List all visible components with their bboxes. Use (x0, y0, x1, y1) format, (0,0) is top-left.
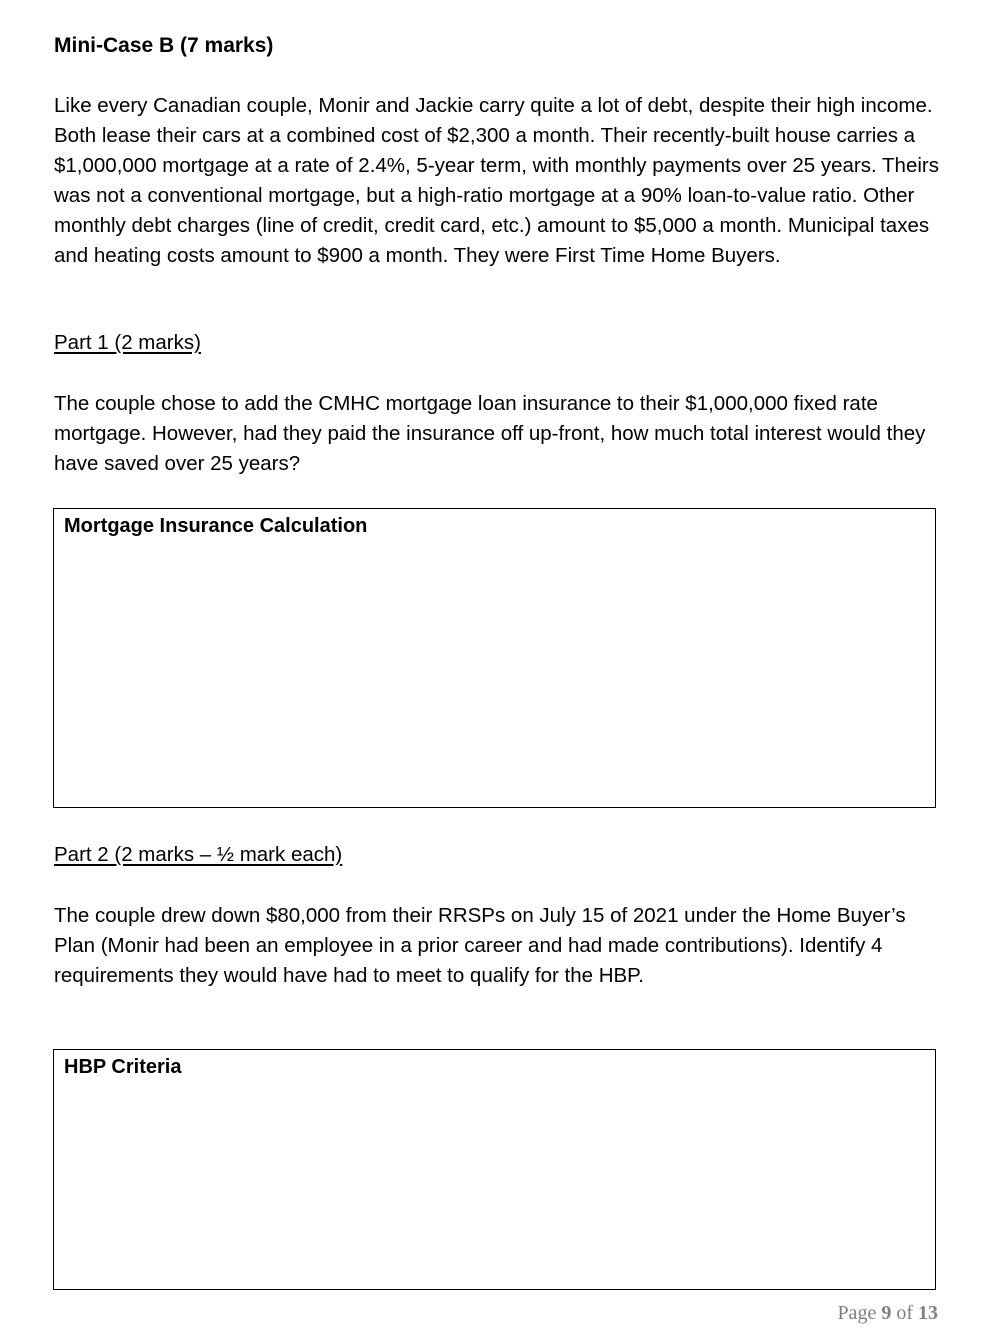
case-intro-paragraph: Like every Canadian couple, Monir and Jackie carry quite a lot of debt, despite their high income. Both lease their cars at a combined cost of $2,300 a month. Their recently-built house carries a $1,000,000 mortgage at a rate of 2.4%, 5-year term, with monthly payments over 25 years. Theirs was not a conventional mortgage, but a high-ratio mortgage at a 90% loan-to-value ratio. Other monthly debt charges (line of credit, credit card, etc.) amount to $5,000 a month. Municipal taxes and heating costs amount to $900 a month. They were First Time Home Buyers. (54, 94, 939, 267)
part1-heading: Part 1 (2 marks) (54, 331, 201, 354)
page-number-footer (837, 1300, 938, 1326)
current-page-number: 9 (881, 1302, 892, 1324)
mortgage-insurance-answer-box[interactable] (53, 508, 936, 808)
mortgage-insurance-box-label: Mortgage Insurance Calculation (64, 515, 368, 537)
total-pages-number: 13 (918, 1302, 938, 1324)
part2-question: The couple drew down $80,000 from their RRSPs on July 15 of 2021 under the Home Buyer’s Plan (Monir had been an employee in a prior career and had made contributions). Identify 4 requirements they would have had to meet to qualify for the HBP. (54, 904, 906, 987)
case-title: Mini-Case B (7 marks) (54, 34, 274, 57)
part1-question: The couple chose to add the CMHC mortgage loan insurance to their $1,000,000 fixed rate mortgage. However, had they paid the insurance off up-front, how much total interest would they have saved over 25 years? (54, 392, 926, 475)
hbp-criteria-answer-box[interactable] (53, 1049, 936, 1290)
part2-heading: Part 2 (2 marks – ½ mark each) (54, 843, 343, 866)
page-word: Page (837, 1302, 877, 1324)
hbp-criteria-box-label: HBP Criteria (64, 1056, 182, 1078)
of-word: of (896, 1302, 913, 1324)
